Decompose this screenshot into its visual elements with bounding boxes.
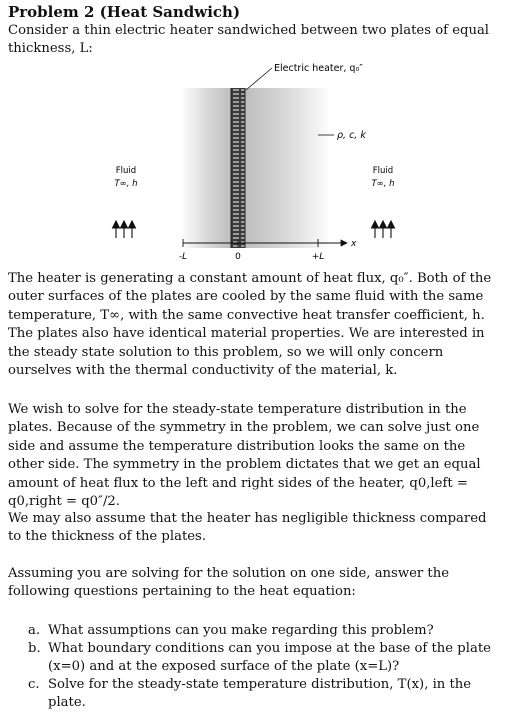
question-item (28, 676, 500, 712)
problem-title: Problem 2 (Heat Sandwich) (8, 3, 241, 21)
paragraph-heat-flux: The heater is generating a constant amount of heat flux, q₀″. Both of the outer surfaces of the plates are cooled by the same fluid with the same temperature, T∞, with the same convective heat transfer coefficient, h. The plates also have identical material properties. We are interested in the steady state solution to this problem, so we will only concern ourselves with the thermal conductivity of the material, k. (8, 271, 492, 379)
heater-leader (246, 68, 272, 90)
question-text: What assumptions can you make regarding this problem? (48, 623, 434, 638)
question-text: What boundary conditions can you impose at the base of the plate (x=0) and at the exposed surface of the plate (x=L)? (48, 641, 491, 674)
paragraph-instructions: Assuming you are solving for the solution on one side, answer the following questions pertaining to the heat equation: (8, 566, 450, 600)
question-item (28, 622, 500, 640)
paragraph-thin-heater: We may also assume that the heater has negligible thickness compared to the thickness of the plates. (8, 511, 487, 545)
axis-label: x (351, 239, 357, 249)
question-text: Solve for the steady-state temperature distribution, T(x), in the plate. (48, 677, 472, 710)
material-label: ρ, c, k (337, 130, 366, 141)
question-label: c. (28, 677, 40, 692)
heater-diagram (0, 60, 505, 270)
left-plate (183, 88, 231, 248)
tick-left-label: -L (178, 252, 188, 262)
heater-label: Electric heater, q₀″ (274, 63, 363, 74)
fluid-right-arrows (375, 222, 391, 238)
question-label: a. (28, 623, 41, 638)
paragraph-symmetry: We wish to solve for the steady-state temperature distribution in the plates. Because of the symmetry in the problem, we can solve just one side and assume the temperature distribution looks the same on the other side. The symmetry in the problem dictates that we get an equal amount of heat flux to the left and right sides of the heater, q0,left = q0,right = q0″/2. (8, 402, 481, 510)
fluid-left-arrows (116, 222, 132, 238)
fluid-left-title: Fluid (115, 166, 137, 176)
right-plate (245, 88, 328, 248)
fluid-right-title: Fluid (372, 166, 394, 176)
question-label: b. (28, 641, 41, 656)
tick-right-label: +L (311, 252, 325, 262)
question-item (28, 640, 500, 676)
problem-intro: Consider a thin electric heater sandwiched between two plates of equal thickness, L: (8, 23, 490, 56)
tick-center-label: 0 (235, 252, 241, 262)
fluid-right-props: T∞, h (371, 179, 395, 189)
fluid-left-props: T∞, h (114, 179, 138, 189)
heater-strip (231, 88, 245, 248)
question-list (28, 622, 500, 712)
